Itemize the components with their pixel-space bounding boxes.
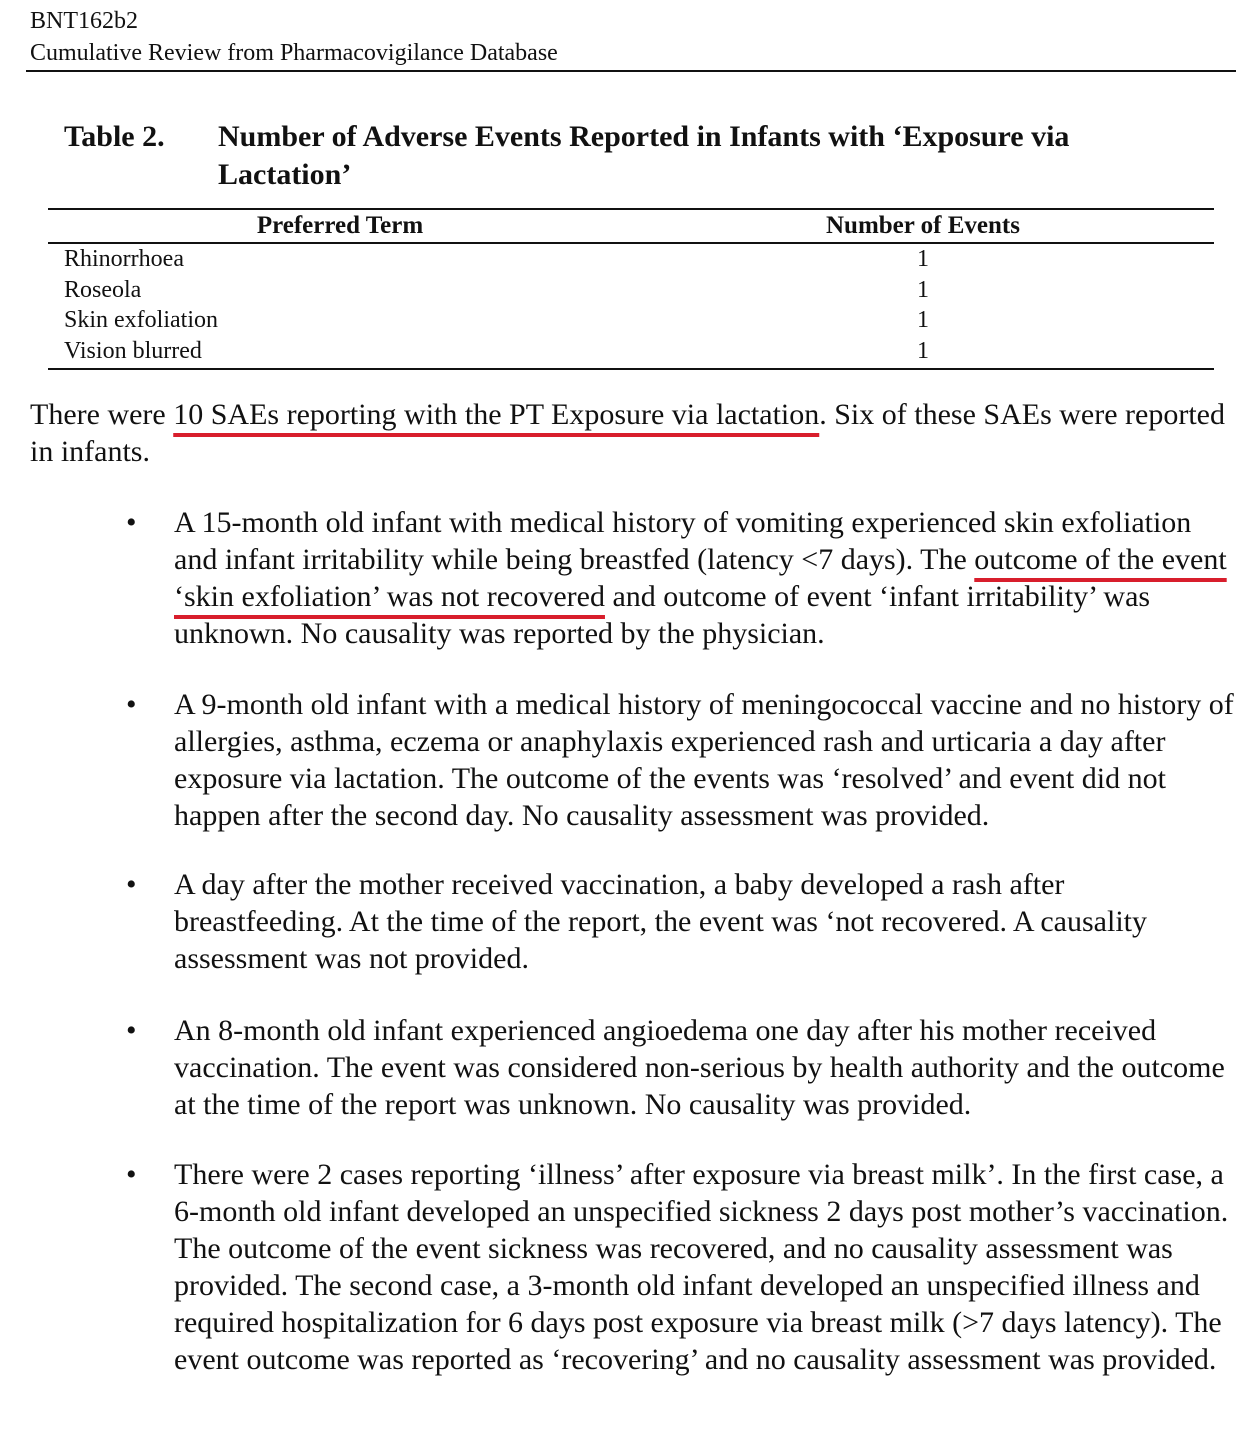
table-row xyxy=(48,336,1214,367)
table-row xyxy=(48,244,1214,275)
table-body xyxy=(48,244,1214,370)
intro-paragraph xyxy=(30,396,1230,470)
document-subtitle: Cumulative Review from Pharmacovigilance Database xyxy=(30,40,558,66)
bullet-marker: • xyxy=(126,688,137,721)
table-label: Table 2. xyxy=(64,120,165,153)
cell-term: Rhinorrhoea xyxy=(64,246,184,272)
cell-count: 1 xyxy=(917,246,929,272)
cell-term: Roseola xyxy=(64,276,142,303)
column-header-preferred-term: Preferred Term xyxy=(256,212,424,239)
header-divider xyxy=(26,70,1236,72)
bullet-text-after: and outcome of event ‘infant irritability’ was unknown. No causality was reported by the physician. xyxy=(174,580,1151,650)
bullet-text: A day after the mother received vaccination, a baby developed a rash after breastfeeding. At the time of the report, the event was ‘not recovered. A causality assessment was not provided. xyxy=(174,868,1147,975)
intro-text-before: There were xyxy=(30,398,174,431)
cell-term: Skin exfoliation xyxy=(64,307,218,333)
bullet-text: There were 2 cases reporting ‘illness’ after exposure via breast milk’. In the first case, a 6-month old infant developed an unspecified sickness 2 days post mother’s vaccination. The outcome of the event sickness was recovered, and no causality assessment was provided. The second case, a 3-month old infant developed an unspecified illness and required hospitalization for 6 days post exposure via breast milk (>7 days latency). The event outcome was reported as ‘recovering’ and no causality assessment was provided. xyxy=(174,1158,1229,1376)
bullet-text-before: A 15-month old infant with medical history of vomiting experienced skin exfoliation and infant irritability while being breastfed (latency <7 days). The xyxy=(174,506,1192,576)
table-row xyxy=(48,275,1214,306)
intro-text-after: . Six of these SAEs were reported in infants. xyxy=(30,398,1225,468)
table-row xyxy=(48,305,1214,336)
adverse-events-table xyxy=(48,208,1214,370)
bullet-text: An 8-month old infant experienced angioedema one day after his mother received vaccination. The event was considered non-serious by health authority and the outcome at the time of the report was unknown. No causality was provided. xyxy=(174,1014,1225,1121)
cell-term: Vision blurred xyxy=(64,337,202,364)
cell-count: 1 xyxy=(917,307,929,333)
bullet-highlighted-text: outcome of the event ‘skin exfoliation’ was not recovered xyxy=(174,543,1227,613)
document-product-name: BNT162b2 xyxy=(30,8,138,34)
bullet-marker: • xyxy=(126,506,137,539)
cell-count: 1 xyxy=(917,276,929,303)
bullet-marker: • xyxy=(126,868,137,901)
bullet-marker: • xyxy=(126,1014,137,1047)
cell-count: 1 xyxy=(917,337,929,364)
table-title: Number of Adverse Events Reported in Infants with ‘Exposure via Lactation’ xyxy=(218,120,1070,191)
bullet-text: A 9-month old infant with a medical history of meningococcal vaccine and no history of allergies, asthma, eczema or anaphylaxis experienced rash and urticaria a day after exposure via lactation. The outcome of the events was ‘resolved’ and event did not happen after the second day. No causality assessment was provided. xyxy=(174,688,1234,832)
column-header-number-of-events: Number of Events xyxy=(826,212,1020,239)
bullet-marker: • xyxy=(126,1158,137,1191)
bullet-text xyxy=(174,504,1236,652)
table-header-row xyxy=(48,210,1214,244)
intro-highlighted-text: 10 SAEs reporting with the PT Exposure via lactation xyxy=(173,398,820,431)
